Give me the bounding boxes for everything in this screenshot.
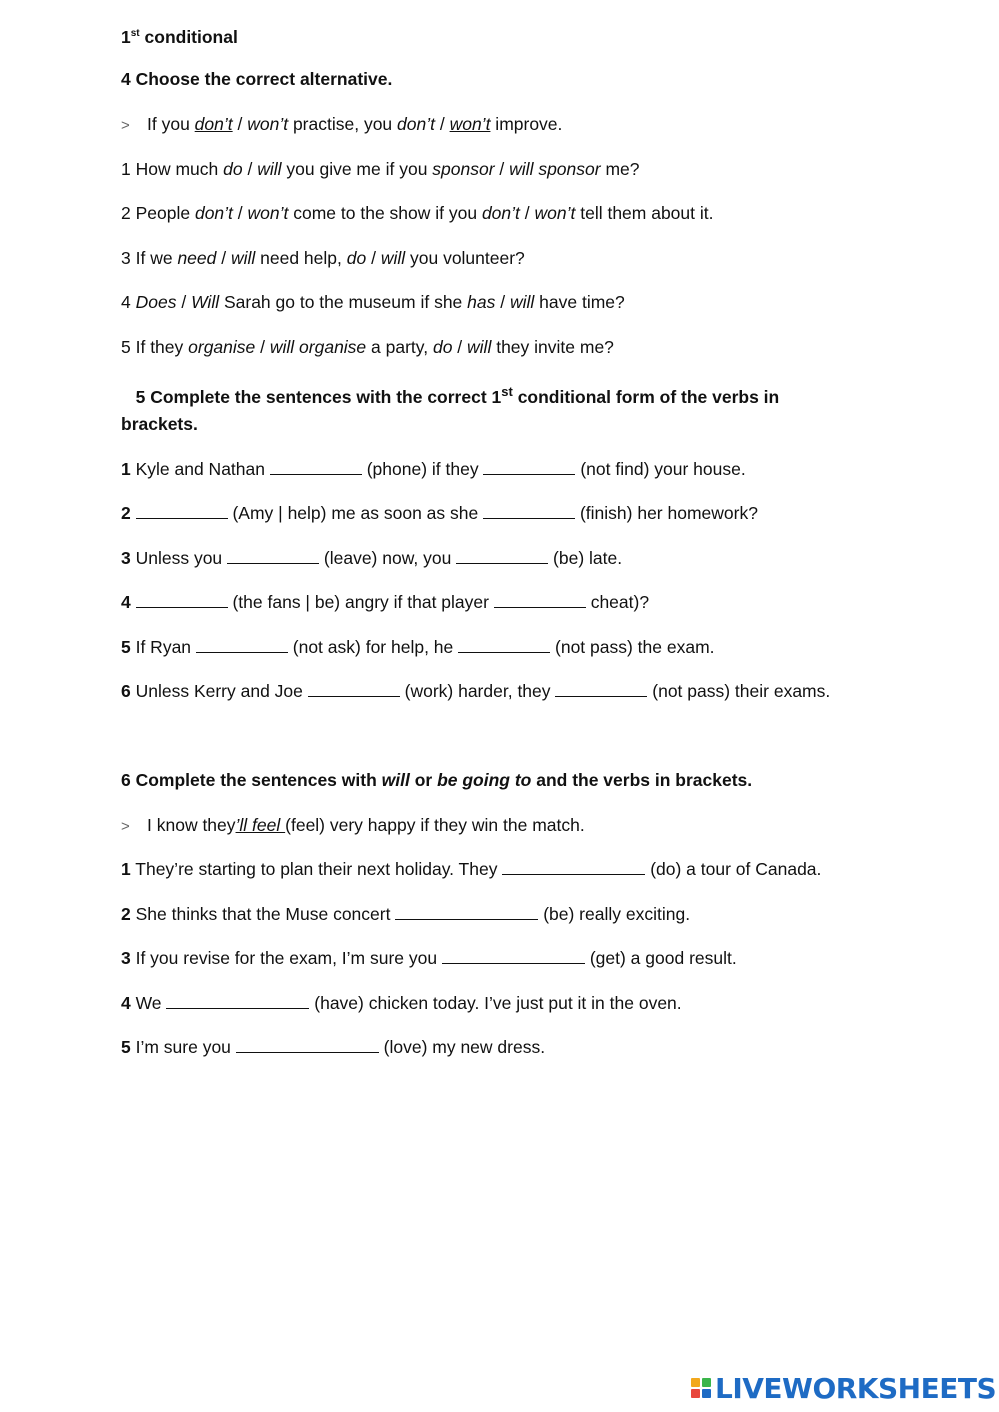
heading-text: or <box>409 770 438 790</box>
exercise-4-item <box>121 247 525 269</box>
option-choice: Will <box>191 292 220 312</box>
item-text: Unless you <box>130 548 228 568</box>
item-text: (do) a tour of Canada. <box>645 859 822 879</box>
option-choice: don’t <box>194 203 233 223</box>
item-text: (phone) if they <box>361 459 484 479</box>
example-text: (feel) very happy if they win the match. <box>285 815 585 835</box>
item-text: / <box>519 203 535 223</box>
item-text: have time? <box>534 292 625 312</box>
item-number: 3 <box>121 248 136 268</box>
item-text: If they <box>135 337 189 357</box>
heading-text: and the verbs in brackets. <box>531 770 753 790</box>
exercise-6-item <box>121 903 690 925</box>
item-number: 4 <box>121 592 131 612</box>
item-number: 2 <box>121 503 131 523</box>
option-choice: need <box>177 248 217 268</box>
heading-keyword: will <box>381 770 410 790</box>
item-text: / <box>176 292 192 312</box>
option-choice: will <box>509 292 535 312</box>
exercise-6-heading <box>121 769 752 791</box>
exercise-6-example <box>121 814 585 838</box>
exercise-4-item <box>121 202 714 224</box>
option-choice: won’t <box>247 203 289 223</box>
answer-blank[interactable] <box>136 503 228 519</box>
item-number: 1 <box>121 159 136 179</box>
option-choice: sponsor <box>432 159 495 179</box>
item-text: / <box>494 159 510 179</box>
exercise-4-item <box>121 291 625 313</box>
item-text: (leave) now, you <box>319 548 457 568</box>
liveworksheets-logo[interactable] <box>691 1373 996 1403</box>
option-choice: will <box>467 337 492 357</box>
answer-blank[interactable] <box>502 859 645 875</box>
item-text: (not pass) their exams. <box>647 681 831 701</box>
exercise-5-heading <box>121 381 779 408</box>
example-text: I know they <box>147 815 236 835</box>
exercise-5-item <box>121 591 649 613</box>
option-choice: organise <box>188 337 256 357</box>
title-text: conditional <box>144 26 238 47</box>
title-suffix: st <box>130 28 140 39</box>
option-choice: will <box>380 248 406 268</box>
exercise-6-item <box>121 858 821 880</box>
item-text: tell them about it. <box>575 203 714 223</box>
item-text: come to the show if you <box>288 203 482 223</box>
option-choice: don’t <box>481 203 520 223</box>
option-choice: will <box>257 159 282 179</box>
item-text: (get) a good result. <box>584 948 737 968</box>
exercise-6-item <box>121 1036 545 1058</box>
item-text: / <box>366 248 381 268</box>
option-choice: Does <box>135 292 177 312</box>
item-text: cheat)? <box>585 592 650 612</box>
chevron-right-icon: > <box>121 818 130 835</box>
item-text: / <box>255 337 270 357</box>
exercise-5-item <box>121 636 715 658</box>
item-text: If you revise for the exam, I’m sure you <box>130 948 442 968</box>
item-text: (Amy | help) me as soon as she <box>227 503 484 523</box>
item-text: a party, <box>366 337 433 357</box>
example-text: practise, you <box>288 114 398 134</box>
item-text: Unless Kerry and Joe <box>130 681 308 701</box>
answer-blank[interactable] <box>227 548 319 564</box>
answer-blank[interactable] <box>196 637 288 653</box>
item-text: / <box>242 159 258 179</box>
item-text: (work) harder, they <box>399 681 556 701</box>
item-text: you give me if you <box>281 159 433 179</box>
exercise-4-example <box>121 113 562 137</box>
item-text: They’re starting to plan their next holiday. They <box>130 859 503 879</box>
exercise-5-item <box>121 502 758 524</box>
heading-text: conditional form of the verbs in <box>512 386 780 407</box>
answer-blank[interactable] <box>456 548 548 564</box>
option-choice: won’t <box>534 203 576 223</box>
exercise-5-item <box>121 680 830 702</box>
item-text: me? <box>600 159 640 179</box>
answer-blank[interactable] <box>555 681 647 697</box>
page-title <box>121 23 238 48</box>
exercise-5-item <box>121 458 746 480</box>
example-text: / <box>232 114 248 134</box>
exercise-4-item <box>121 336 614 358</box>
item-text: (the fans | be) angry if that player <box>227 592 494 612</box>
exercise-6-item <box>121 992 682 1014</box>
heading-keyword: be going to <box>437 770 532 790</box>
answer-blank[interactable] <box>270 459 362 475</box>
answer-blank[interactable] <box>494 592 586 608</box>
item-text: (have) chicken today. I’ve just put it in the oven. <box>309 993 682 1013</box>
example-option: won’t <box>247 114 289 134</box>
item-number: 1 <box>121 459 131 479</box>
chevron-right-icon: > <box>121 117 130 134</box>
option-choice: will organise <box>269 337 367 357</box>
item-number: 5 <box>121 337 136 357</box>
item-text: People <box>135 203 195 223</box>
item-text: (not pass) the exam. <box>550 637 715 657</box>
answer-blank[interactable] <box>458 637 550 653</box>
item-text: I’m sure you <box>130 1037 236 1057</box>
example-option: don’t <box>397 114 435 134</box>
item-text: How much <box>135 159 224 179</box>
answer-blank[interactable] <box>483 503 575 519</box>
exercise-5-item <box>121 547 622 569</box>
option-choice: do <box>432 337 453 357</box>
item-text: / <box>216 248 231 268</box>
item-text: (not find) your house. <box>575 459 746 479</box>
option-choice: will sponsor <box>509 159 601 179</box>
item-text: (be) really exciting. <box>538 904 691 924</box>
option-choice: do <box>346 248 367 268</box>
example-answer: ’ll feel <box>235 815 286 835</box>
item-number: 2 <box>121 904 131 924</box>
answer-blank[interactable] <box>395 904 538 920</box>
example-text: / <box>434 114 450 134</box>
item-text: If we <box>135 248 178 268</box>
exercise-4-item <box>121 158 640 180</box>
example-text: improve. <box>490 114 563 134</box>
option-choice: do <box>223 159 243 179</box>
logo-text: LIVEWORKSHEETS <box>715 1371 997 1405</box>
item-text: (be) late. <box>548 548 623 568</box>
example-answer: won’t <box>449 114 491 134</box>
item-number: 3 <box>121 948 131 968</box>
exercise-4-heading: 4 Choose the correct alternative. <box>121 69 393 89</box>
item-text: they invite me? <box>491 337 614 357</box>
heading-text: 5 Complete the sentences with the correct 1 <box>135 386 502 407</box>
item-text: She thinks that the Muse concert <box>130 904 396 924</box>
answer-blank[interactable] <box>236 1037 379 1053</box>
item-text: you volunteer? <box>405 248 525 268</box>
option-choice: will <box>230 248 256 268</box>
logo-mark-icon <box>691 1378 711 1398</box>
item-text: Sarah go to the museum if she <box>219 292 468 312</box>
heading-text: 6 Complete the sentences with <box>121 770 382 790</box>
answer-blank[interactable] <box>166 993 309 1009</box>
exercise-6-item <box>121 947 737 969</box>
item-number: 5 <box>121 1037 131 1057</box>
item-number: 6 <box>121 681 131 701</box>
item-text: / <box>495 292 510 312</box>
item-text: (finish) her homework? <box>575 503 758 523</box>
exercise-5-heading-cont: brackets. <box>121 414 198 434</box>
answer-blank[interactable] <box>483 459 575 475</box>
item-text: (not ask) for help, he <box>287 637 459 657</box>
item-text: / <box>232 203 248 223</box>
item-number: 4 <box>121 292 136 312</box>
example-answer: don’t <box>194 114 233 134</box>
example-text: If you <box>147 114 195 134</box>
answer-blank[interactable] <box>442 948 585 964</box>
heading-sup: st <box>501 384 513 399</box>
item-text: Kyle and Nathan <box>130 459 270 479</box>
item-text: need help, <box>255 248 347 268</box>
item-number: 1 <box>121 859 131 879</box>
answer-blank[interactable] <box>308 681 400 697</box>
answer-blank[interactable] <box>136 592 228 608</box>
item-number: 2 <box>121 203 136 223</box>
item-text: / <box>452 337 468 357</box>
item-text: (love) my new dress. <box>378 1037 546 1057</box>
option-choice: has <box>467 292 496 312</box>
item-text: We <box>130 993 167 1013</box>
item-number: 3 <box>121 548 131 568</box>
title-number: 1 <box>121 26 131 47</box>
item-text: If Ryan <box>130 637 196 657</box>
item-number: 4 <box>121 993 131 1013</box>
item-number: 5 <box>121 637 131 657</box>
